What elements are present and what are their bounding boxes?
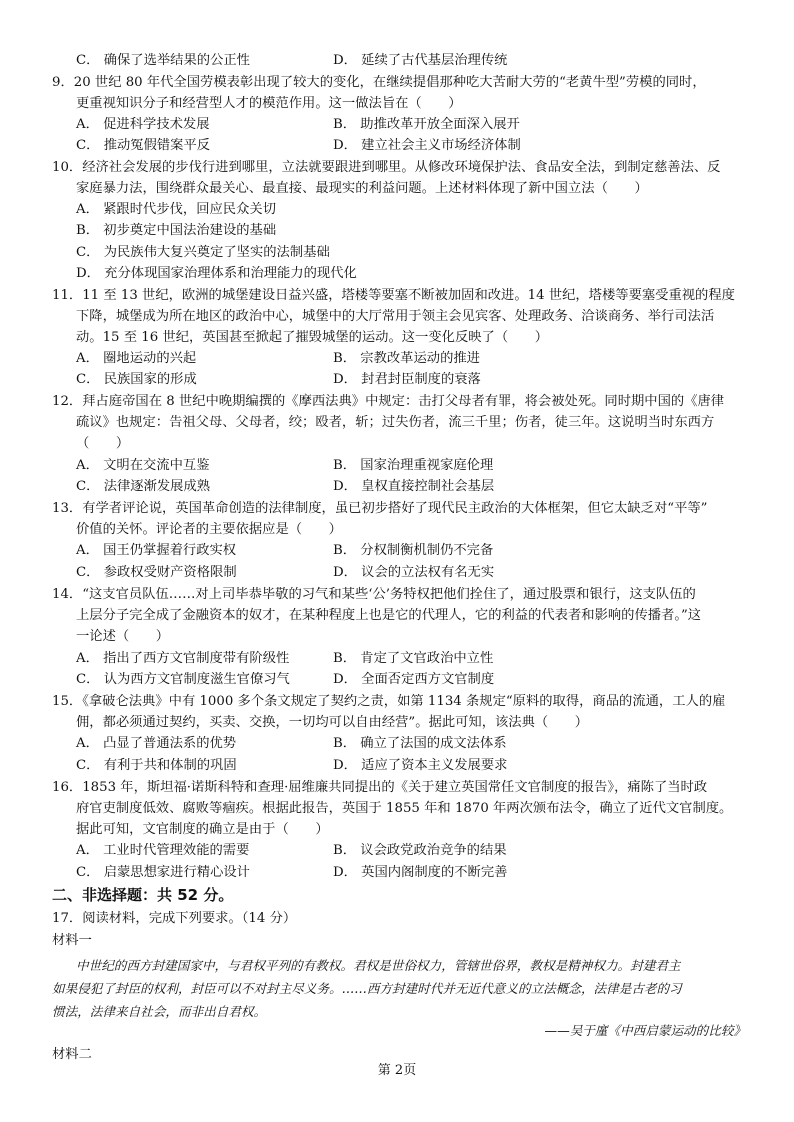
q13-option-b: B． 分权制衡机制仍不完备 — [333, 543, 494, 558]
q15-option-c: C． 有利于共和体制的巩固 — [76, 758, 237, 773]
q9-option-a: A． 促进科学技术发展 — [76, 117, 210, 132]
q15-stem-line2: 佣，都必须通过契约，买卖、交换，一切均可以自由经营”。据此可知，该法典（ ） — [76, 715, 589, 730]
material2-label: 材料二 — [52, 1047, 92, 1062]
q16-option-d: D． 英国内阁制度的不断完善 — [333, 865, 508, 880]
material1-line2: 如果侵犯了封臣的权利，封臣可以不对封主尽义务。……西方封建时代并无近代意义的立法概念，法律是古老的习 — [52, 981, 682, 996]
q14-option-b: B． 肯定了文官政治中立性 — [333, 651, 494, 666]
q12-option-c: C． 法律逐渐发展成熟 — [76, 479, 211, 494]
q10-stem-line1: 10．经济社会发展的步伐行进到哪里，立法就要跟进到哪里。从修改环境保护法、食品安全法，到制定慈善法、反 — [52, 160, 721, 175]
material1-line3: 惯法，法律来自社会，而非出自君权。 — [52, 1004, 267, 1019]
q13-option-c: C． 参政权受财产资格限制 — [76, 565, 237, 580]
q11-option-d: D． 封君封臣制度的衰落 — [333, 372, 481, 387]
q14-option-c: C． 认为西方文官制度滋生官僚习气 — [76, 672, 290, 687]
q14-option-a: A． 指出了西方文官制度带有阶级性 — [76, 651, 290, 666]
q15-stem-line1: 15．《拿破仑法典》中有 1000 多个条文规定了契约之责，如第 1134 条规定“原料的取得，商品的流通，工人的雇 — [52, 694, 726, 709]
material1-source: ——吴于廑《中西启蒙运动的比较》 — [544, 1023, 746, 1038]
q16-option-a: A． 工业时代管理效能的需要 — [76, 843, 250, 858]
q11-option-b: B． 宗教改革运动的推进 — [333, 351, 480, 366]
q12-stem-line3: （ ） — [76, 436, 130, 451]
q17-stem: 17．阅读材料，完成下列要求。（14 分） — [52, 911, 297, 926]
q10-option-a: A． 紧跟时代步伐，回应民众关切 — [76, 202, 276, 217]
q8-option-c: C． 确保了选举结果的公正性 — [76, 53, 250, 68]
q9-option-c: C． 推动冤假错案平反 — [76, 138, 211, 153]
q9-stem-line2: 更重视知识分子和经营型人才的模范作用。这一做法旨在（ ） — [76, 96, 462, 111]
q13-option-a: A． 国王仍掌握着行政实权 — [76, 543, 237, 558]
q16-stem-line1: 16．1853 年，斯坦福·诺斯科特和查理·屈维廉共同提出的《关于建立英国常任文官制度的报告》，痛陈了当时政 — [52, 780, 708, 795]
q14-option-d: D． 全面否定西方文官制度 — [333, 672, 495, 687]
q12-option-b: B． 国家治理重视家庭伦理 — [333, 458, 494, 473]
q11-stem-line3: 动。15 至 16 世纪，英国甚至掀起了摧毁城堡的运动。这一变化反映了（ ） — [76, 330, 549, 345]
q14-stem-line1: 14．“这支官员队伍……对上司毕恭毕敬的习气和某些‘公’务特权把他们拴住了，通过股票和银行，这支队伍的 — [52, 587, 696, 602]
q9-stem-line1: 9．20 世纪 80 年代全国劳模表彰出现了较大的变化，在继续提倡那种吃大苦耐大劳的“老黄牛型”劳模的同时， — [52, 75, 706, 90]
q11-stem-line2: 下降，城堡成为所在地区的政治中心，城堡中的大厅常用于领主会见宾客、处理政务、洽谈商务、举行司法活 — [76, 309, 715, 324]
q15-option-d: D． 适应了资本主义发展要求 — [333, 758, 508, 773]
q15-option-b: B． 确立了法国的成文法体系 — [333, 736, 507, 751]
q16-option-b: B． 议会政党政治竞争的结果 — [333, 843, 507, 858]
q12-option-d: D． 皇权直接控制社会基层 — [333, 479, 495, 494]
q9-option-b: B． 助推改革开放全面深入展开 — [333, 117, 520, 132]
q11-stem-line1: 11．11 至 13 世纪，欧洲的城堡建设日益兴盛，塔楼等要塞不断被加固和改进。14 世纪，塔楼等要塞受重视的程度 — [52, 288, 735, 303]
q10-option-d: D． 充分体现国家治理体系和治理能力的现代化 — [76, 266, 357, 281]
q10-option-b: B． 初步奠定中国法治建设的基础 — [76, 223, 277, 238]
material1-label: 材料一 — [52, 933, 92, 948]
q10-stem-line2: 家庭暴力法，围绕群众最关心、最直接、最现实的利益问题。上述材料体现了新中国立法（ ） — [76, 181, 648, 196]
q12-stem-line2: 疏议》也规定：告祖父母、父母者，绞；殴者，斩；过失伤者，流三千里；伤者，徒三年。这说明当时东西方 — [76, 415, 715, 430]
page-number: 第 2页 — [377, 1063, 417, 1078]
q15-option-a: A． 凸显了普通法系的优势 — [76, 736, 237, 751]
q16-option-c: C． 启蒙思想家进行精心设计 — [76, 865, 250, 880]
material1-line1: 中世纪的西方封建国家中，与君权平列的有教权。君权是世俗权力，管辖世俗界，教权是精神权力。封建君主 — [76, 958, 681, 973]
q8-option-d: D． 延续了古代基层治理传统 — [333, 53, 508, 68]
q16-stem-line3: 据此可知，文官制度的确立是由于（ ） — [76, 822, 329, 837]
q11-option-a: A． 圈地运动的兴起 — [76, 351, 197, 366]
section-heading: 二、非选择题：共 52 分。 — [52, 886, 234, 904]
q11-option-c: C． 民族国家的形成 — [76, 372, 197, 387]
q13-option-d: D． 议会的立法权有名无实 — [333, 565, 495, 580]
q14-stem-line3: 一论述（ ） — [76, 629, 170, 644]
q13-stem-line2: 价值的关怀。评论者的主要依据应是（ ） — [76, 522, 342, 537]
q10-option-c: C． 为民族伟大复兴奠定了坚实的法制基础 — [76, 245, 330, 260]
q9-option-d: D． 建立社会主义市场经济体制 — [333, 138, 521, 153]
q16-stem-line2: 府官吏制度低效、腐败等痼疾。根据此报告，英国于 1855 年和 1870 年两次颁布法令，确立了近代文官制度。 — [76, 801, 733, 816]
q13-stem-line1: 13．有学者评论说，英国革命创造的法律制度，虽已初步搭好了现代民主政治的大体框架，但它太缺乏对“平等” — [52, 501, 708, 516]
q14-stem-line2: 上层分子完全成了金融资本的奴才，在某种程度上也是它的代理人，它的利益的代表者和影响的传播者。”这 — [76, 608, 702, 623]
q12-stem-line1: 12．拜占庭帝国在 8 世纪中晚期编撰的《摩西法典》中规定：击打父母者有罪，将会被处死。同时期中国的《唐律 — [52, 394, 725, 409]
q12-option-a: A． 文明在交流中互鉴 — [76, 458, 210, 473]
